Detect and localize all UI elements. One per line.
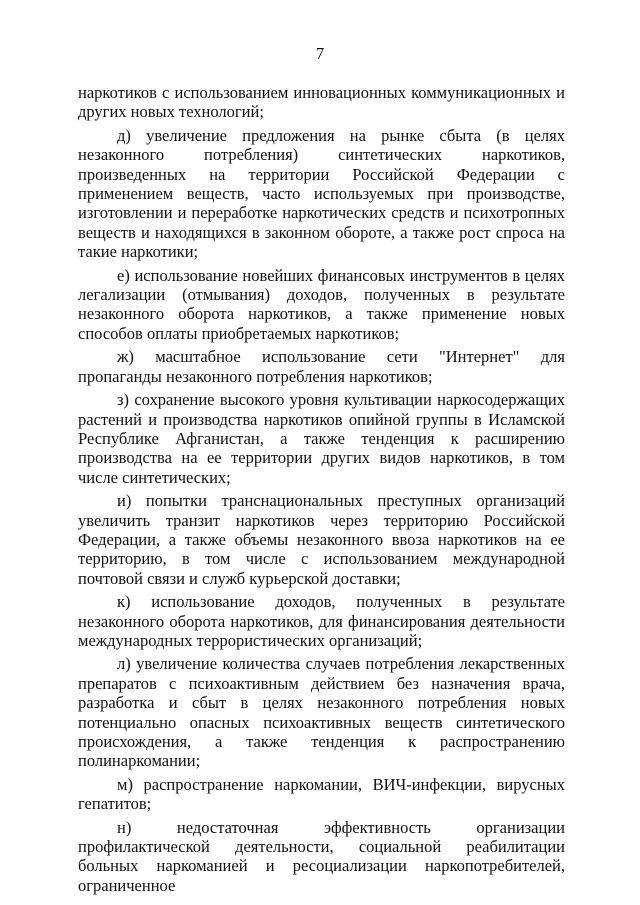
paragraph-item-e: е) использование новейших финансовых инструментов в целях легализации (отмывания) доходов, полученных в результате незаконного оборота наркотиков, а также применение новых способов оплаты приобретаемых наркотиков; — [78, 265, 565, 343]
document-body — [78, 83, 565, 899]
paragraph-item-i: и) попытки транснациональных преступных организаций увеличить транзит наркотиков через территорию Российской Федерации, а также объемы незаконного ввоза наркотиков на ее территорию, в том числе с использованием международной почтовой связи и служб курьерской доставки; — [78, 491, 565, 588]
paragraph-item-l: л) увеличение количества случаев потребления лекарственных препаратов с психоактивным действием без назначения врача, разработка и сбыт в целях незаконного потребления новых потенциально опасных психоактивных веществ синтетического происхождения, а также тенденция к распространению полинаркомании; — [78, 654, 565, 771]
paragraph-item-k: к) использование доходов, полученных в результате незаконного оборота наркотиков, для финансирования деятельности международных террористических организаций; — [78, 592, 565, 650]
paragraph-item-z: з) сохранение высокого уровня культивации наркосодержащих растений и производства наркотиков опийной группы в Исламской Республике Афганистан, а также тенденция к расширению производства на ее территории других видов наркотиков, в том числе синтетических; — [78, 390, 565, 487]
paragraph-item-d: д) увеличение предложения на рынке сбыта (в целях незаконного потребления) синтетических наркотиков, произведенных на территории Российской Федерации с применением веществ, часто используемых при производстве, изготовлении и переработке наркотических средств и психотропных веществ и находящихся в законном обороте, а также рост спроса на такие наркотики; — [78, 125, 565, 262]
paragraph-item-m: м) распространение наркомании, ВИЧ-инфекции, вирусных гепатитов; — [78, 774, 565, 814]
paragraph-item-n: н) недостаточная эффективность организации профилактической деятельности, социальной реабилитации больных наркоманией и ресоциализации наркопотребителей, ограниченное — [78, 817, 565, 895]
paragraph-continuation: наркотиков с использованием инновационных коммуникационных и других новых технологий; — [78, 83, 565, 122]
paragraph-item-zh: ж) масштабное использование сети "Интернет" для пропаганды незаконного потребления наркотиков; — [78, 347, 565, 386]
page-number: 7 — [315, 44, 325, 63]
